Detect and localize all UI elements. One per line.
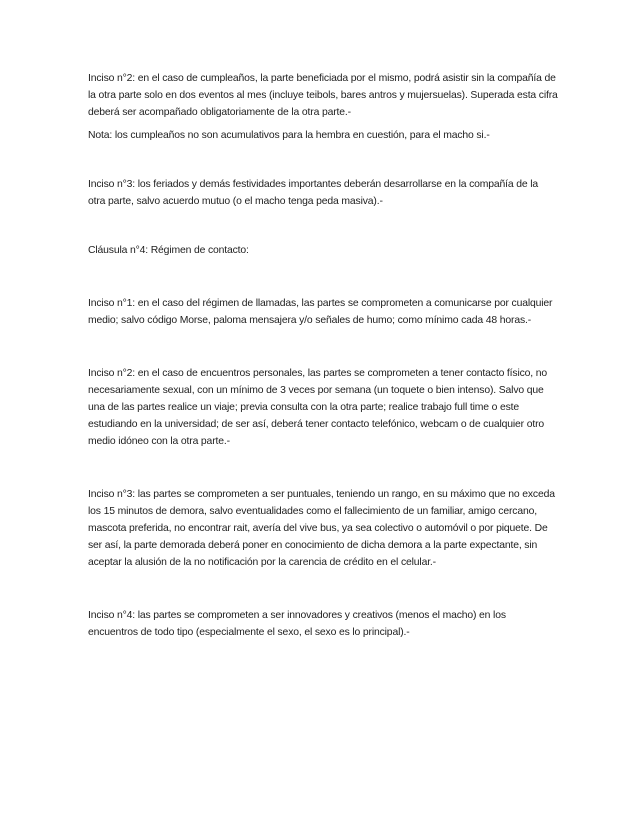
paragraph-inciso-4-creatividad: Inciso n°4: las partes se comprometen a ser innovadores y creativos (menos el macho) en los encuentros de todo tipo (especialmente el sexo, el sexo es lo principal).- [88,610,506,638]
paragraph-inciso-3-puntualidad: Inciso n°3: las partes se comprometen a ser puntuales, teniendo un rango, en su máximo que no exceda los 15 minutos de demora, salvo eventualidades como el fallecimiento de un familiar, amigo cercano, mascota preferida, no encontrar rait, avería del vive bus, ya sea colectivo o automóvil o por piquete. De ser así, la parte demorada deberá poner en conocimiento de dicha demora a la parte expectante, sin aceptar la alusión de la no notificación por la carencia de crédito en el celular.- [88,489,555,568]
paragraph-inciso-2-encuentros: Inciso n°2: en el caso de encuentros personales, las partes se comprometen a tener contacto físico, no necesariamente sexual, con un mínimo de 3 veces por semana (un toquete o bien intenso). Salvo que una de las partes realice un viaje; previa consulta con la otra parte; realice trabajo full time o este estudiando en la universidad; de ser así, deberá tener contacto telefónico, webcam o de cualquier otro medio idóneo con la otra parte.- [88,368,548,447]
paragraph-nota-cumpleanos: Nota: los cumpleaños no son acumulativos para la hembra en cuestión, para el macho si.- [88,130,490,141]
paragraph-inciso-3-feriados: Inciso n°3: los feriados y demás festividades importantes deberán desarrollarse en la compañía de la otra parte, salvo acuerdo mutuo (o el macho tenga peda masiva).- [88,179,539,207]
heading-clausula-4: Cláusula n°4: Régimen de contacto: [88,245,249,256]
paragraph-inciso-2-cumpleanos: Inciso n°2: en el caso de cumpleaños, la parte beneficiada por el mismo, podrá asistir sin la compañía de la otra parte solo en dos eventos al mes (incluye teibols, bares antros y mujersuelas). Superada esta cifra deberá ser acompañado obligatoriamente de la otra parte.- [88,73,558,118]
document-body [88,70,558,641]
paragraph-inciso-1-llamadas: Inciso n°1: en el caso del régimen de llamadas, las partes se comprometen a comunicarse por cualquier medio; salvo código Morse, paloma mensajera y/o señales de humo; como mínimo cada 48 horas.- [88,298,553,326]
